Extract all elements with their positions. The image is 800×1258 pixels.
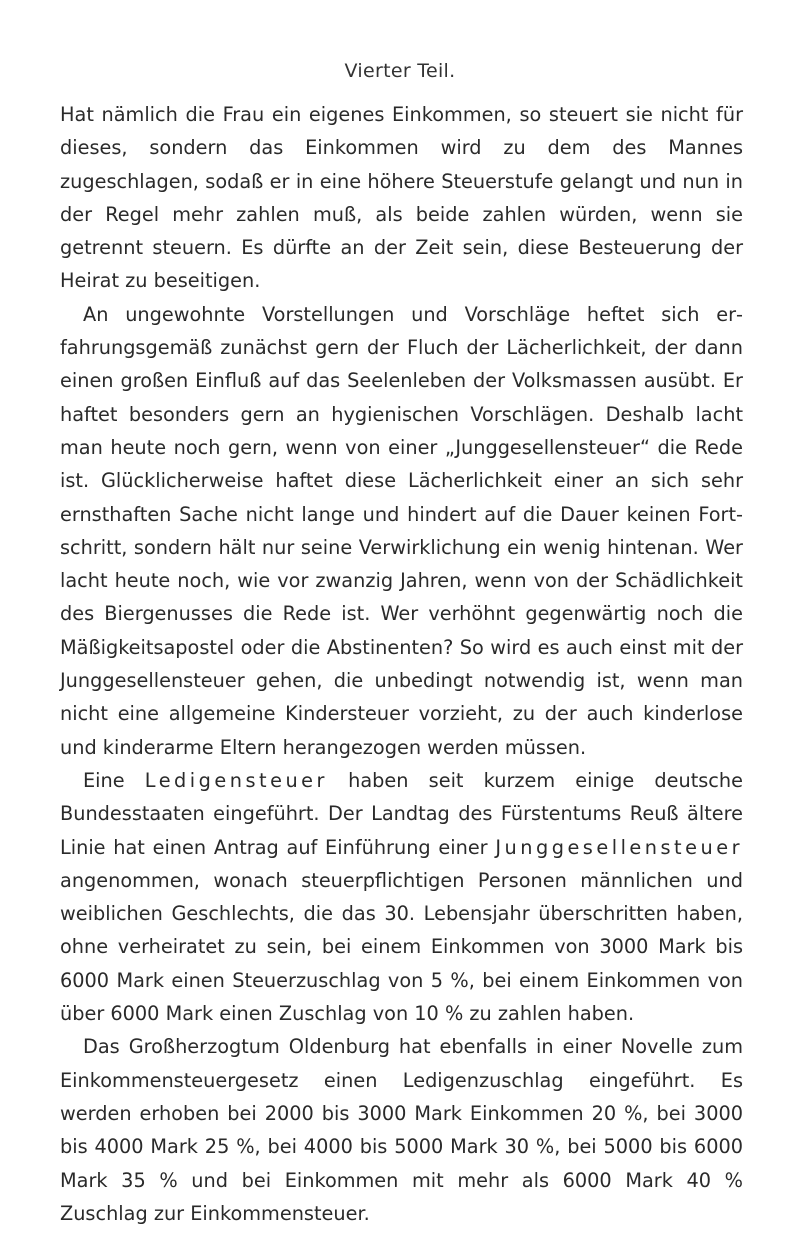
paragraph-4-text: Das Großherzogtum Oldenburg hat ebenfalls in einer Novelle zum Einkommensteuergesetz einen Ledigenzuschlag eingeführt. Es werden erhoben bei 2000 bis 3000 Mark Einkommen 20 %, bei 3000 bis 4000 Mark 25 %, bei 4000 bis 5000 Mark 30 %, bei 5000 bis 6000 Mark 35 % und bei Einkommen mit mehr als 6000 Mark 40 % Zuschlag zur Einkommensteuer.	[60, 1035, 743, 1225]
paragraph-1	[60, 98, 743, 298]
paragraph-4	[60, 1030, 743, 1230]
paragraph-2	[60, 298, 743, 764]
term-junggesellensteuer: Junggesellensteuer	[495, 835, 743, 859]
paragraph-2-text: An ungewohnte Vorstellungen und Vorschläge heftet sich erfahrungsgemäß zunächst gern der Fluch der Lächerlichkeit, der dann einen großen Einfluß auf das Seelenleben der Volksmassen ausübt. Er haftet besonders gern an hygienischen Vorschlägen. Deshalb lacht man heute noch gern, wenn von einer „Junggesellensteuer“ die Rede ist. Glücklicherweise haftet diese Lächerlichkeit einer an sich sehr ernsthaften Sache nicht lange und hindert auf die Dauer keinen Fortschritt, sondern hält nur seine Verwirklichung ein wenig hintenan. Wer lacht heute noch, wie vor zwanzig Jahren, wenn von der Schädlichkeit des Biergenusses die Rede ist. Wer verhöhnt gegenwärtig noch die Mäßigkeitsapostel oder die Abstinenten? So wird es auch einst mit der Junggesellensteuer gehen, die unbedingt notwendig ist, wenn man nicht eine allgemeine Kindersteuer vorzieht, zu der auch kinderlose und kinderarme Eltern herangezogen werden müssen.	[60, 302, 743, 759]
paragraph-1-text: Hat nämlich die Frau ein eigenes Einkommen, so steuert sie nicht für dieses, sondern das Einkommen wird zu dem des Mannes zugeschlagen, sodaß er in eine höhere Steuerstufe gelangt und nun in der Regel mehr zahlen muß, als beide zahlen würden, wenn sie getrennt steuern. Es dürfte an der Zeit sein, diese Besteuerung der Heirat zu beseitigen.	[60, 103, 743, 293]
paragraph-3-text-a: Eine	[83, 768, 145, 792]
running-head: Vierter Teil.	[344, 60, 456, 82]
paragraph-3-text-b: haben seit kurzem einige deutsche Bundesstaaten eingeführt. Der Landtag des Fürstentums Reuß ältere Linie hat einen Antrag auf Einführung einer	[60, 768, 743, 859]
paragraph-3-text-c: angenommen, wonach steuerpflichtigen Personen männlichen und weiblichen Geschlechts, die das 30. Lebensjahr überschritten haben, ohne verheiratet zu sein, bei einem Einkommen von 3000 Mark bis 6000 Mark einen Steuerzuschlag von 5 %, bei einem Einkommen von über 6000 Mark einen Zuschlag von 10 % zu zahlen haben.	[60, 868, 743, 1026]
term-ledigensteuer: Ledigensteuer	[144, 768, 328, 792]
paragraph-3	[60, 764, 743, 1030]
body-text	[60, 98, 743, 1230]
